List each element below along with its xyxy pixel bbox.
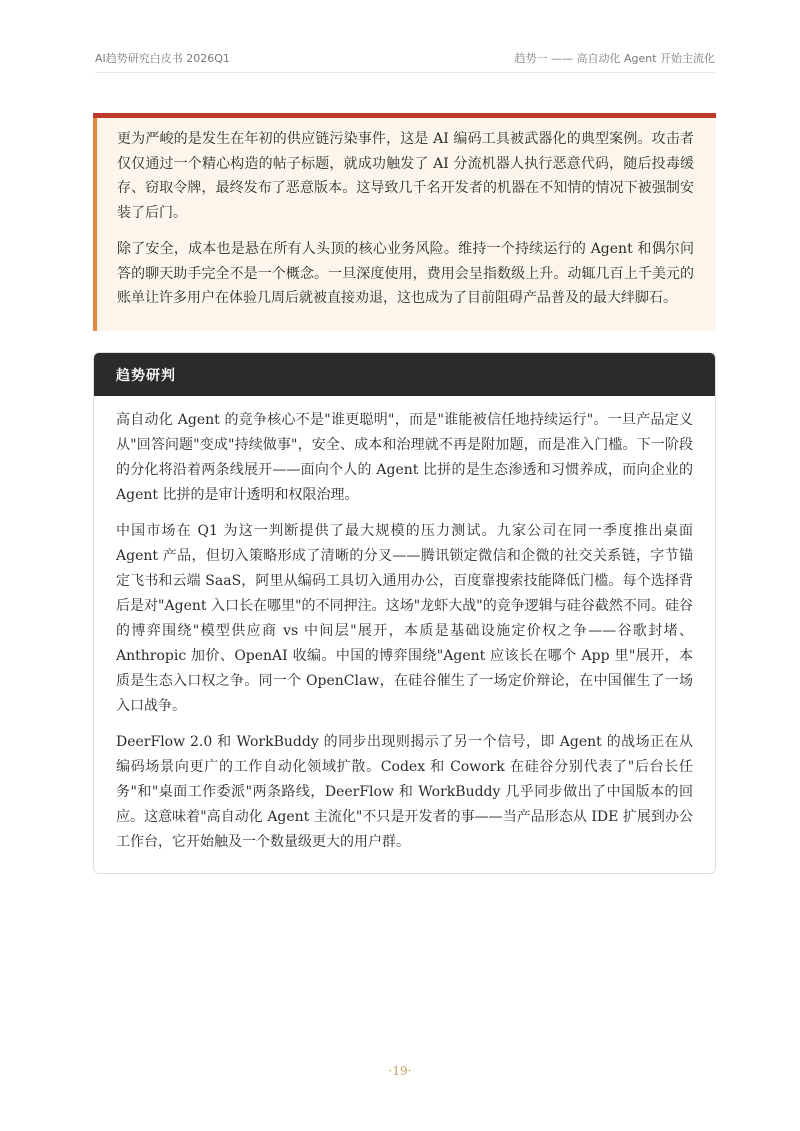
callout-box — [93, 113, 716, 331]
page-number: ·19· — [388, 1064, 412, 1078]
card-paragraph: 中国市场在 Q1 为这一判断提供了最大规模的压力测试。九家公司在同一季度推出桌面 Agent 产品，但切入策略形成了清晰的分叉——腾讯锁定微信和企微的社交关系链，字节锚定飞书和云端 SaaS，阿里从编码工具切入通用办公，百度靠搜索技能降低门槛。每个选择背后是对"Agent 入口长在哪里"的不同押注。这场"龙虾大战"的竞争逻辑与硅谷截然不同。硅谷的博弈围绕"模型供应商 vs 中间层"展开，本质是基础设施定价权之争——谷歌封堵、Anthropic 加价、OpenAI 收编。中国的博弈围绕"Agent 应该长在哪个 App 里"展开，本质是生态入口权之争。同一个 OpenClaw，在硅谷催生了一场定价辩论，在中国催生了一场入口战争。 — [116, 523, 693, 714]
card-paragraph: DeerFlow 2.0 和 WorkBuddy 的同步出现则揭示了另一个信号，即 Agent 的战场正在从编码场景向更广的工作自动化领域扩散。Codex 和 Cowork 在硅谷分别代表了"后台长任务"和"桌面工作委派"两条路线，DeerFlow 和 WorkBuddy 几乎同步做出了中国版本的回应。这意味着"高自动化 Agent 主流化"不只是开发者的事——当产品形态从 IDE 扩展到办公工作台，它开始触及一个数量级更大的用户群。 — [116, 734, 693, 850]
card-body — [116, 408, 693, 855]
header-divider — [95, 72, 715, 73]
trend-analysis-card — [93, 352, 716, 874]
callout-accent-bar — [93, 118, 97, 331]
card-paragraph: 高自动化 Agent 的竞争核心不是"谁更聪明"，而是"谁能被信任地持续运行"。一旦产品定义从"回答问题"变成"持续做事"，安全、成本和治理就不再是附加题，而是准入门槛。下一阶段的分化将沿着两条线展开——面向个人的 Agent 比拼的是生态渗透和习惯养成，而向企业的 Agent 比拼的是审计透明和权限治理。 — [116, 412, 693, 503]
callout-paragraph: 更为严峻的是发生在年初的供应链污染事件，这是 AI 编码工具被武器化的典型案例。攻击者仅仅通过一个精心构造的帖子标题，就成功触发了 AI 分流机器人执行恶意代码，随后投毒缓存、窃取令牌，最终发布了恶意版本。这导致几千名开发者的机器在不知情的情况下被强制安装了后门。 — [117, 131, 694, 221]
callout-paragraph: 除了安全，成本也是悬在所有人头顶的核心业务风险。维持一个持续运行的 Agent 和偶尔问答的聊天助手完全不是一个概念。一旦深度使用，费用会呈指数级上升。动辄几百上千美元的账单让许多用户在体验几周后就被直接劝退，这也成为了目前阻碍产品普及的最大绊脚石。 — [117, 241, 694, 306]
header-left-title: AI趋势研究白皮书 2026Q1 — [95, 52, 230, 65]
callout-body — [117, 127, 694, 311]
card-header — [94, 353, 715, 396]
running-header — [95, 50, 715, 66]
card-title: 趋势研判 — [116, 367, 176, 384]
header-right-section: 趋势一 —— 高自动化 Agent 开始主流化 — [514, 52, 715, 65]
